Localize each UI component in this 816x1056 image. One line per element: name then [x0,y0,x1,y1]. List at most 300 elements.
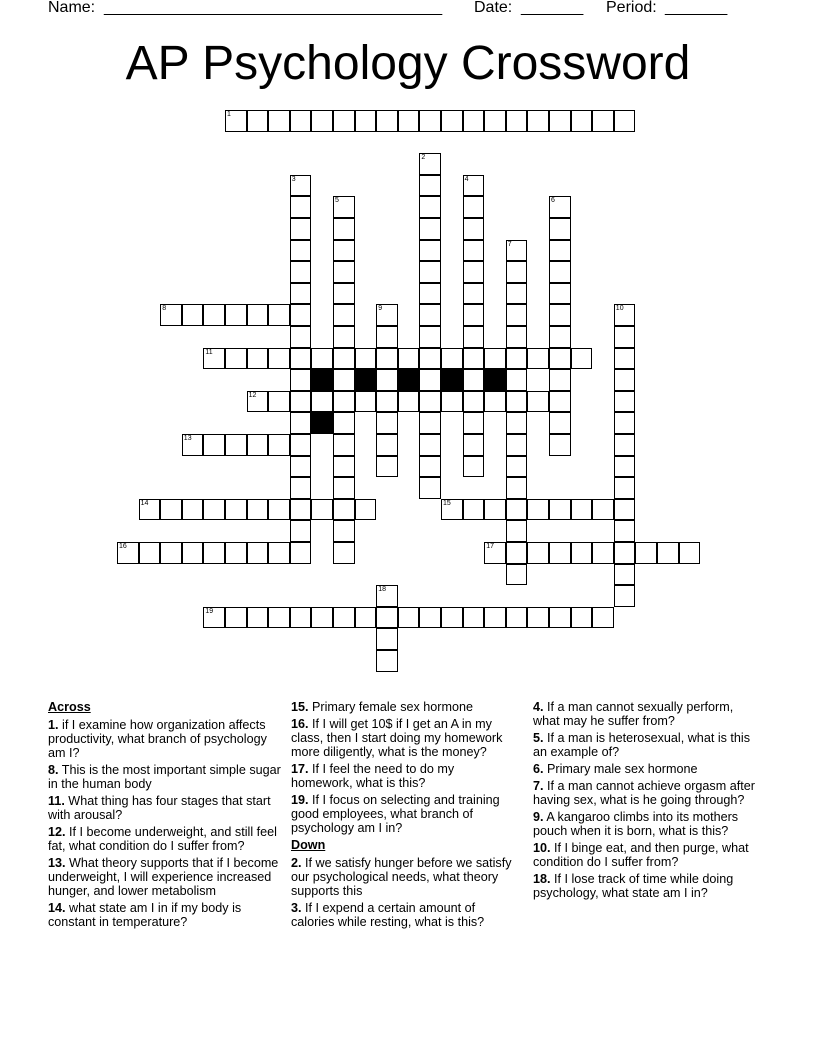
date-label: Date: [474,0,513,16]
grid-cell[interactable] [506,326,528,348]
grid-cell[interactable] [614,499,636,521]
grid-cell[interactable] [549,218,571,240]
clue-number: 15 [443,499,451,507]
clue-item [291,856,513,898]
grid-cell[interactable] [506,542,528,564]
grid-cell[interactable] [225,434,247,456]
grid-cell[interactable] [635,542,657,564]
grid-cell[interactable] [614,369,636,391]
grid-cell[interactable] [333,456,355,478]
grid-cell[interactable] [484,391,506,413]
clue-number: 17 [486,543,494,550]
grid-cell[interactable] [571,499,593,521]
grid-cell[interactable] [506,348,528,370]
grid-cell[interactable] [160,304,182,326]
clue-number: 14 [140,499,149,507]
grid-cell[interactable] [549,304,571,326]
grid-cell[interactable] [333,304,355,326]
grid-cell[interactable] [376,326,398,348]
clue-number-label: 17. [291,762,309,776]
grid-cell[interactable] [268,348,290,370]
clue-text: If I will get 10$ if I get an A in my class, then I start doing my homework more diligently, what is the money? [291,717,503,759]
grid-cell[interactable] [679,542,701,564]
grid-cell[interactable] [614,391,636,413]
grid-cell[interactable] [463,175,485,197]
grid-cell[interactable] [290,283,312,305]
clue-text: If we satisfy hunger before we satisfy our psychological needs, what theory supports this [291,856,512,898]
grid-cell[interactable] [333,196,355,218]
grid-cell[interactable] [376,391,398,413]
page-title: AP Psychology Crossword [125,37,691,90]
clue-text: Primary female sex hormone [308,700,473,714]
grid-cell[interactable] [441,391,463,413]
grid-cell[interactable] [225,110,247,132]
grid-cell[interactable] [506,520,528,542]
grid-cell[interactable] [549,283,571,305]
clue-text: What theory supports that if I become underweight, I will experience increased hunger, and lower metabolism [48,856,279,898]
grid-cell[interactable] [463,391,485,413]
grid-cell[interactable] [376,456,398,478]
grid-cell[interactable] [203,607,225,629]
grid-cell[interactable] [614,477,636,499]
grid-cell[interactable] [290,196,312,218]
grid-cell[interactable] [463,369,485,391]
grid-cell[interactable] [376,607,398,629]
grid-cell[interactable] [355,499,377,521]
grid-cell[interactable] [527,110,549,132]
grid-cell[interactable] [139,499,161,521]
grid-cell[interactable] [247,542,269,564]
grid-cell[interactable] [333,499,355,521]
clue-item [533,810,763,838]
grid-cell[interactable] [398,348,420,370]
grid-cell[interactable] [268,304,290,326]
clue-text: If a man cannot achieve orgasm after having sex, what is he going through? [533,779,755,807]
grid-cell[interactable] [268,434,290,456]
grid-cell[interactable] [571,542,593,564]
grid-cell[interactable] [506,283,528,305]
grid-cell[interactable] [203,304,225,326]
grid-cell[interactable] [333,110,355,132]
clue-item [533,841,763,869]
grid-cell[interactable] [182,304,204,326]
grid-cell[interactable] [527,542,549,564]
grid-cell[interactable] [463,434,485,456]
clue-item [291,793,513,835]
grid-cell[interactable] [463,499,485,521]
grid-cell[interactable] [614,520,636,542]
clues-column-2 [291,700,513,932]
clue-number-label: 5. [533,731,544,745]
grid-cell[interactable] [290,175,312,197]
grid-cell[interactable] [225,304,247,326]
grid-cell[interactable] [290,369,312,391]
grid-cell[interactable] [441,110,463,132]
grid-cell[interactable] [506,477,528,499]
grid-cell[interactable] [182,542,204,564]
period-field[interactable]: _______ [665,0,728,16]
grid-cell[interactable] [333,240,355,262]
grid-cell[interactable] [160,542,182,564]
grid-cell[interactable] [311,348,333,370]
grid-cell[interactable] [398,391,420,413]
grid-cell[interactable] [571,110,593,132]
clue-number-label: 3. [291,901,302,915]
grid-cell[interactable] [290,110,312,132]
grid-cell[interactable] [290,218,312,240]
grid-cell[interactable] [614,110,636,132]
grid-cell[interactable] [419,218,441,240]
clue-number-label: 11. [48,794,65,808]
grid-cell[interactable] [463,348,485,370]
grid-cell[interactable] [571,607,593,629]
grid-cell[interactable] [376,348,398,370]
grid-cell[interactable] [506,304,528,326]
clue-number-label: 1. [48,718,59,732]
grid-cell[interactable] [333,348,355,370]
grid-cell[interactable] [376,650,398,672]
grid-cell[interactable] [506,261,528,283]
grid-cell[interactable] [290,412,312,434]
grid-cell[interactable] [419,175,441,197]
grid-cell[interactable] [376,304,398,326]
clue-item [533,700,763,728]
grid-cell[interactable] [419,434,441,456]
grid-cell[interactable] [441,348,463,370]
grid-cell[interactable] [376,628,398,650]
clue-item [533,779,763,807]
blocked-cell [311,412,333,434]
grid-cell[interactable] [463,607,485,629]
clue-text: A kangaroo climbs into its mothers pouch when it is born, what is this? [533,810,739,838]
grid-cell[interactable] [268,542,290,564]
date-field[interactable]: _______ [521,0,584,16]
grid-cell[interactable] [614,348,636,370]
grid-cell[interactable] [506,434,528,456]
grid-cell[interactable] [549,607,571,629]
grid-cell[interactable] [333,520,355,542]
grid-cell[interactable] [419,304,441,326]
grid-cell[interactable] [225,607,247,629]
grid-cell[interactable] [311,607,333,629]
grid-cell[interactable] [484,499,506,521]
grid-cell[interactable] [549,499,571,521]
clue-item [48,825,284,853]
grid-cell[interactable] [160,499,182,521]
grid-cell[interactable] [549,240,571,262]
grid-cell[interactable] [506,369,528,391]
grid-cell[interactable] [333,261,355,283]
grid-cell[interactable] [355,110,377,132]
blocked-cell [311,369,333,391]
grid-cell[interactable] [333,283,355,305]
grid-cell[interactable] [376,412,398,434]
grid-cell[interactable] [506,456,528,478]
grid-cell[interactable] [614,585,636,607]
clue-number-label: 2. [291,856,302,870]
grid-cell[interactable] [290,261,312,283]
grid-cell[interactable] [463,283,485,305]
grid-cell[interactable] [592,499,614,521]
grid-cell[interactable] [247,304,269,326]
clue-text: If I feel the need to do my homework, what is this? [291,762,455,790]
grid-cell[interactable] [506,391,528,413]
grid-cell[interactable] [549,412,571,434]
grid-cell[interactable] [506,564,528,586]
grid-cell[interactable] [333,412,355,434]
grid-cell[interactable] [333,326,355,348]
blocked-cell [355,369,377,391]
clue-item [533,762,763,776]
grid-cell[interactable] [463,110,485,132]
grid-cell[interactable] [117,542,139,564]
grid-cell[interactable] [290,542,312,564]
grid-cell[interactable] [290,607,312,629]
clue-item [48,718,284,760]
grid-cell[interactable] [419,196,441,218]
grid-cell[interactable] [506,412,528,434]
grid-cell[interactable] [506,499,528,521]
grid-cell[interactable] [290,434,312,456]
grid-cell[interactable] [549,391,571,413]
grid-cell[interactable] [506,607,528,629]
clue-number: 12 [248,391,257,399]
grid-cell[interactable] [355,607,377,629]
grid-cell[interactable] [463,304,485,326]
clue-number-label: 19. [291,793,309,807]
name-label: Name: [48,0,96,16]
grid-cell[interactable] [419,283,441,305]
grid-cell[interactable] [614,456,636,478]
grid-cell[interactable] [247,607,269,629]
clue-number: 8 [162,305,167,313]
clue-number: 10 [615,305,624,313]
grid-cell[interactable] [463,412,485,434]
grid-cell[interactable] [463,261,485,283]
clue-number-label: 6. [533,762,544,776]
clue-text: If I binge eat, and then purge, what condition do I suffer from? [533,841,749,869]
grid-cell[interactable] [419,477,441,499]
grid-cell[interactable] [268,110,290,132]
clue-number: 3 [291,175,296,183]
grid-cell[interactable] [657,542,679,564]
grid-cell[interactable] [484,348,506,370]
grid-cell[interactable] [419,391,441,413]
grid-cell[interactable] [463,240,485,262]
grid-cell[interactable] [311,391,333,413]
grid-cell[interactable] [333,434,355,456]
grid-cell[interactable] [549,326,571,348]
clue-number-label: 14. [48,901,66,915]
grid-cell[interactable] [592,607,614,629]
grid-cell[interactable] [376,585,398,607]
grid-cell[interactable] [484,110,506,132]
clue-number-label: 16. [291,717,309,731]
grid-cell[interactable] [527,499,549,521]
grid-cell[interactable] [203,348,225,370]
grid-cell[interactable] [290,348,312,370]
grid-cell[interactable] [333,369,355,391]
clue-text: what state am I in if my body is constant in temperature? [48,901,242,929]
clue-item [533,731,763,759]
clue-number: 4 [464,175,469,183]
clues-column-3 [533,700,763,903]
clue-text: If a man cannot sexually perform, what may he suffer from? [533,700,734,728]
grid-cell[interactable] [463,456,485,478]
clue-text: if I examine how organization affects productivity, what branch of psychology am I? [48,718,267,760]
grid-cell[interactable] [419,110,441,132]
grid-cell[interactable] [355,348,377,370]
grid-cell[interactable] [614,434,636,456]
blocked-cell [484,369,506,391]
grid-cell[interactable] [290,304,312,326]
grid-cell[interactable] [419,240,441,262]
clue-text: Primary male sex hormone [543,762,698,776]
clue-text: If I expend a certain amount of calories while resting, what is this? [291,901,485,929]
grid-cell[interactable] [355,391,377,413]
grid-cell[interactable] [419,456,441,478]
clue-number: 11 [205,348,213,356]
grid-cell[interactable] [592,542,614,564]
clue-item [291,762,513,790]
grid-cell[interactable] [484,542,506,564]
grid-cell[interactable] [527,607,549,629]
grid-cell[interactable] [506,240,528,262]
grid-cell[interactable] [549,542,571,564]
clue-text: This is the most important simple sugar in the human body [48,763,281,791]
grid-cell[interactable] [571,348,593,370]
clue-number: 5 [335,197,339,205]
grid-cell[interactable] [268,607,290,629]
grid-cell[interactable] [290,477,312,499]
grid-cell[interactable] [268,391,290,413]
grid-cell[interactable] [203,499,225,521]
grid-cell[interactable] [419,261,441,283]
grid-cell[interactable] [614,564,636,586]
across-header: Across [48,700,91,714]
clue-number-label: 4. [533,700,544,714]
grid-cell[interactable] [225,348,247,370]
grid-cell[interactable] [333,542,355,564]
grid-cell[interactable] [419,153,441,175]
clue-text: If I lose track of time while doing psychology, what state am I in? [533,872,734,900]
clue-number: 2 [421,154,426,162]
clue-number: 13 [183,435,192,442]
grid-cell[interactable] [247,110,269,132]
grid-cell[interactable] [311,499,333,521]
grid-cell[interactable] [139,542,161,564]
clue-item [48,901,284,929]
grid-cell[interactable] [506,110,528,132]
grid-cell[interactable] [419,607,441,629]
blocked-cell [398,369,420,391]
grid-cell[interactable] [549,196,571,218]
grid-cell[interactable] [247,499,269,521]
grid-cell[interactable] [441,499,463,521]
grid-cell[interactable] [376,369,398,391]
clue-item [48,856,284,898]
clues-column-1 [48,700,284,932]
clue-item [48,763,284,791]
grid-cell[interactable] [419,412,441,434]
grid-cell[interactable] [203,542,225,564]
grid-cell[interactable] [549,110,571,132]
grid-cell[interactable] [376,110,398,132]
clue-text: If I become underweight, and still feel fat, what condition do I suffer from? [48,825,277,853]
grid-cell[interactable] [225,542,247,564]
grid-cell[interactable] [398,110,420,132]
grid-cell[interactable] [290,499,312,521]
grid-cell[interactable] [527,391,549,413]
clue-number-label: 9. [533,810,544,824]
grid-cell[interactable] [225,499,247,521]
grid-cell[interactable] [290,456,312,478]
clue-number-label: 8. [48,763,59,777]
grid-cell[interactable] [549,369,571,391]
grid-cell[interactable] [592,110,614,132]
grid-cell[interactable] [441,607,463,629]
blocked-cell [441,369,463,391]
clue-item [533,872,763,900]
grid-cell[interactable] [247,348,269,370]
grid-cell[interactable] [333,477,355,499]
name-field[interactable]: ______________________________________ [104,0,443,16]
clue-number: 19 [205,607,214,615]
grid-cell[interactable] [290,240,312,262]
clue-text: What thing has four stages that start with arousal? [48,794,271,822]
grid-cell[interactable] [182,434,204,456]
grid-cell[interactable] [614,412,636,434]
grid-cell[interactable] [333,391,355,413]
down-header: Down [291,838,326,852]
grid-cell[interactable] [614,304,636,326]
grid-cell[interactable] [290,520,312,542]
grid-cell[interactable] [311,110,333,132]
grid-cell[interactable] [463,218,485,240]
clue-item [291,717,513,759]
grid-cell[interactable] [419,369,441,391]
grid-cell[interactable] [463,326,485,348]
grid-cell[interactable] [376,434,398,456]
grid-cell[interactable] [290,391,312,413]
clue-number-label: 13. [48,856,66,870]
grid-cell[interactable] [419,348,441,370]
grid-cell[interactable] [419,326,441,348]
grid-cell[interactable] [398,607,420,629]
clue-number-label: 15. [291,700,309,714]
grid-cell[interactable] [484,607,506,629]
grid-cell[interactable] [182,499,204,521]
grid-cell[interactable] [463,196,485,218]
clue-text: If a man is heterosexual, what is this an example of? [533,731,751,759]
clue-number-label: 7. [533,779,544,793]
grid-cell[interactable] [247,434,269,456]
grid-cell[interactable] [614,326,636,348]
grid-cell[interactable] [333,607,355,629]
grid-cell[interactable] [549,434,571,456]
grid-cell[interactable] [290,326,312,348]
grid-cell[interactable] [549,348,571,370]
grid-cell[interactable] [614,542,636,564]
grid-cell[interactable] [527,348,549,370]
clue-number: 18 [378,586,386,594]
grid-cell[interactable] [549,261,571,283]
grid-cell[interactable] [333,218,355,240]
grid-cell[interactable] [268,499,290,521]
grid-cell[interactable] [247,391,269,413]
clue-number: 9 [378,305,383,313]
grid-cell[interactable] [203,434,225,456]
